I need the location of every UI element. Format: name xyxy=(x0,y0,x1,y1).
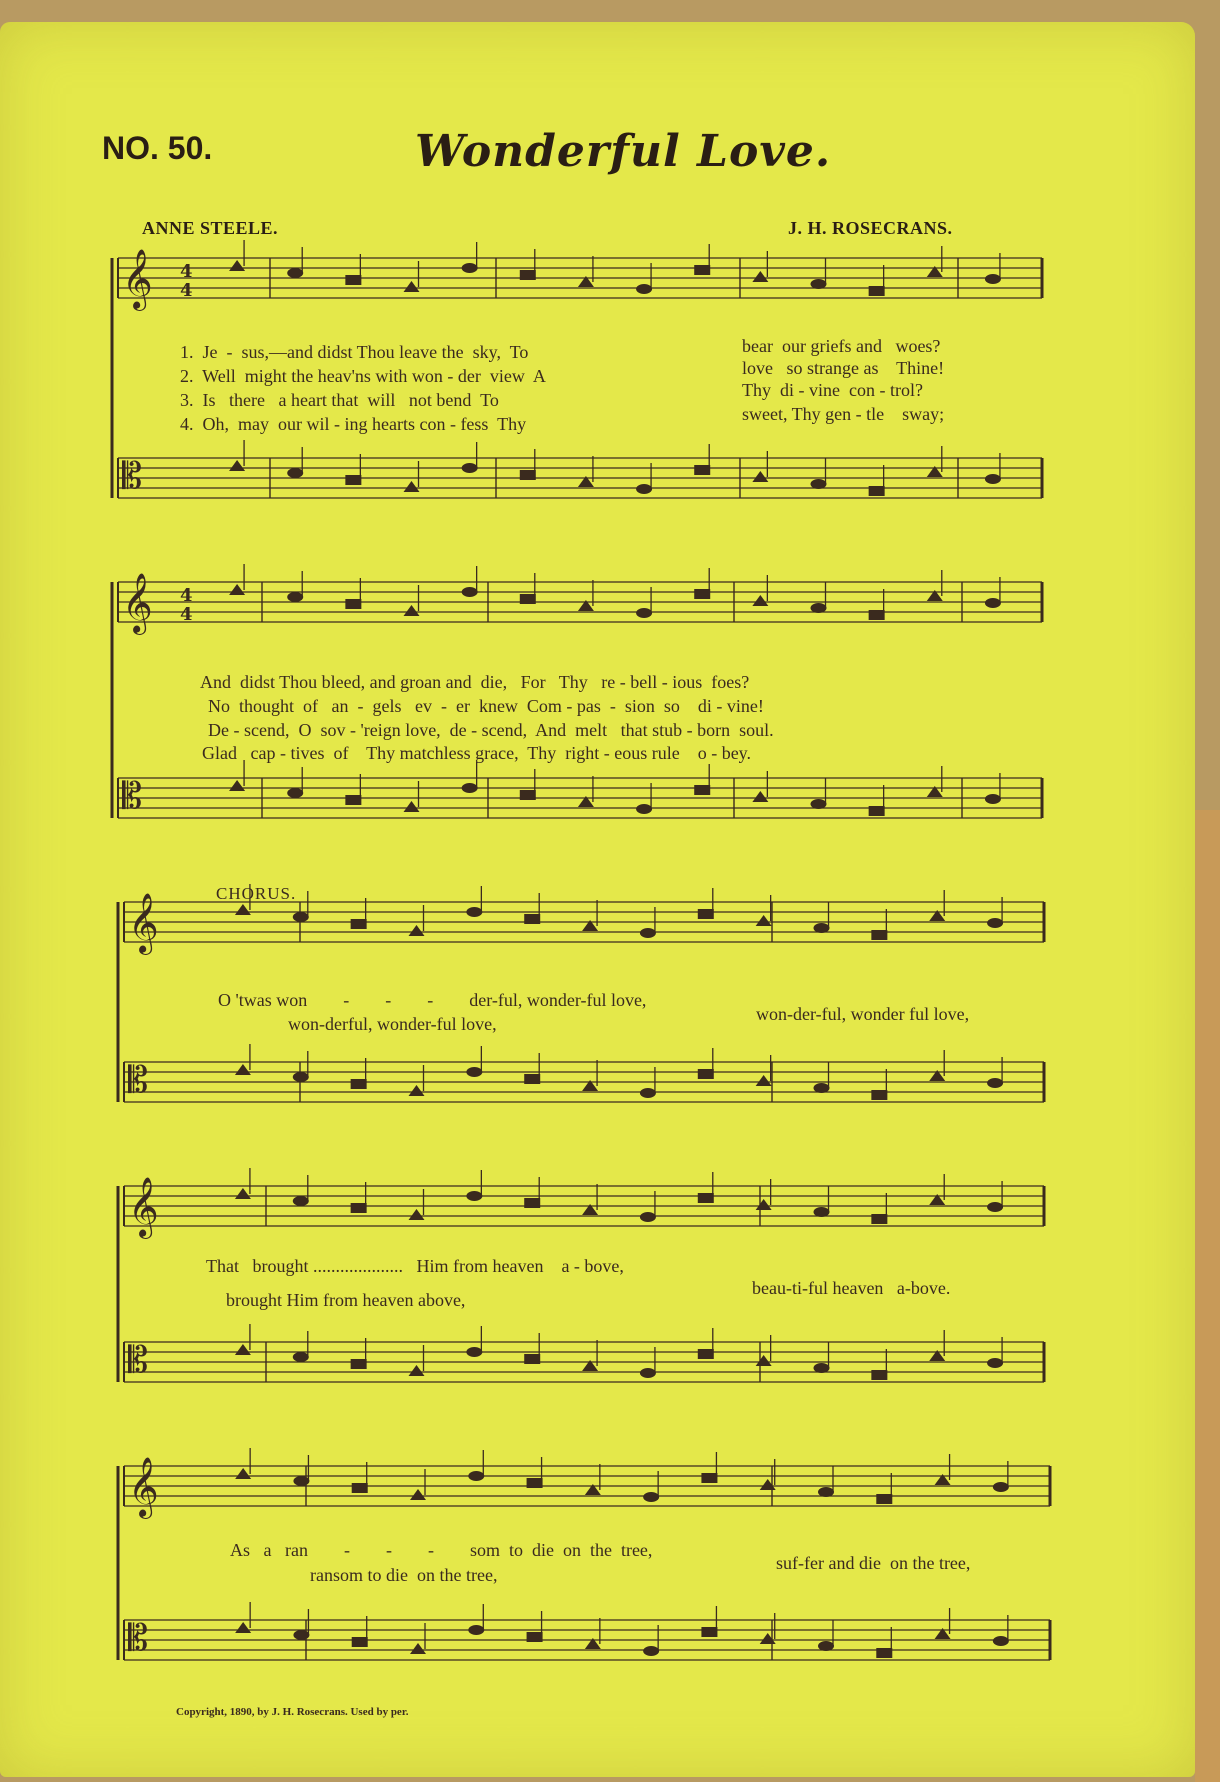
shape-note xyxy=(404,481,420,492)
shape-note xyxy=(345,795,361,805)
shape-note xyxy=(993,1636,1009,1646)
verse-2-end: love so strange as Thine! xyxy=(742,358,945,378)
shape-note xyxy=(752,595,768,606)
composer: J. H. ROSECRANS. xyxy=(788,218,953,238)
shape-note xyxy=(404,605,420,616)
shape-note xyxy=(869,286,885,296)
shape-note xyxy=(229,780,245,791)
shape-note xyxy=(410,1643,426,1654)
shape-note xyxy=(636,804,652,814)
lyricist: ANNE STEELE. xyxy=(142,218,279,238)
shape-note xyxy=(876,1494,892,1504)
chorus-line-2-alto: brought Him from heaven above, xyxy=(226,1290,466,1310)
bass-clef-icon: 𝄡 xyxy=(122,456,143,497)
shape-note xyxy=(466,1067,482,1077)
shape-note xyxy=(871,1214,887,1224)
shape-note xyxy=(345,275,361,285)
shape-note xyxy=(287,468,303,478)
shape-note xyxy=(752,471,768,482)
treble-clef-icon: 𝄞 xyxy=(122,249,153,309)
shape-note xyxy=(640,1088,656,1098)
shape-note xyxy=(811,799,827,809)
verse-4-line-2: Glad cap - tives of Thy matchless grace, Thy right - eous rule o - bey. xyxy=(202,743,752,763)
shape-note xyxy=(287,788,303,798)
treble-clef-icon: 𝄞 xyxy=(122,573,153,633)
shape-note xyxy=(814,923,830,933)
verse-4-line: 4. Oh, may our wil - ing hearts con - fess Thy xyxy=(180,414,527,434)
shape-note xyxy=(462,587,478,597)
shape-note xyxy=(814,1207,830,1217)
shape-note xyxy=(409,1085,425,1096)
shape-note xyxy=(229,260,245,271)
chorus-line-3-alto: ransom to die on the tree, xyxy=(310,1565,498,1585)
shape-note xyxy=(701,1473,717,1483)
shape-note xyxy=(636,608,652,618)
shape-note xyxy=(985,598,1001,608)
time-signature-top: 4 xyxy=(180,261,193,282)
shape-note xyxy=(409,1209,425,1220)
shape-note xyxy=(235,1188,251,1199)
chorus-label: CHORUS. xyxy=(216,884,297,903)
shape-note xyxy=(760,1633,776,1644)
shape-note xyxy=(752,271,768,282)
shape-note xyxy=(987,1202,1003,1212)
shape-note xyxy=(869,486,885,496)
shape-note xyxy=(818,1641,834,1651)
shape-note xyxy=(694,785,710,795)
chorus-line-1-echo: won-der-ful, wonder ful love, xyxy=(756,1004,970,1024)
verse-2-line: 2. Well might the heav'ns with won - der view A xyxy=(180,366,546,386)
shape-note xyxy=(698,909,714,919)
verse-3-line-2: De - scend, O sov - 'reign love, de - scend, And melt that stub - born soul. xyxy=(208,720,774,740)
bass-clef-icon: 𝄡 xyxy=(128,1340,149,1381)
shape-note xyxy=(229,584,245,595)
shape-note xyxy=(466,1191,482,1201)
shape-note xyxy=(818,1487,834,1497)
shape-note xyxy=(468,1625,484,1635)
shape-note xyxy=(698,1193,714,1203)
chorus-line-2-echo: beau-ti-ful heaven a-bove. xyxy=(752,1278,951,1298)
shape-note xyxy=(287,268,303,278)
shape-note xyxy=(814,1363,830,1373)
shape-note xyxy=(640,1368,656,1378)
verse-1-end: bear our griefs and woes? xyxy=(742,336,941,356)
verse-1-line: 1. Je - sus,—and didst Thou leave the sky, To xyxy=(180,342,529,362)
shape-note xyxy=(987,1358,1003,1368)
verse-3-end: Thy di - vine con - trol? xyxy=(742,380,923,400)
shape-note xyxy=(527,1478,543,1488)
shape-note xyxy=(987,918,1003,928)
chorus-line-2: That brought .................... Him from heaven a - bove, xyxy=(206,1256,624,1276)
time-signature-top: 4 xyxy=(180,585,193,606)
verse-1-line-2: And didst Thou bleed, and groan and die, For Thy re - bell - ious foes? xyxy=(200,672,750,692)
shape-note xyxy=(462,783,478,793)
shape-note xyxy=(466,907,482,917)
shape-note xyxy=(869,806,885,816)
hymn-number: NO. 50. xyxy=(102,130,213,166)
shape-note xyxy=(293,1476,309,1486)
shape-note xyxy=(404,281,420,292)
shape-note xyxy=(527,1632,543,1642)
shape-note xyxy=(698,1069,714,1079)
shape-note xyxy=(235,904,251,915)
shape-note xyxy=(524,914,540,924)
shape-note xyxy=(985,474,1001,484)
shape-note xyxy=(293,1196,309,1206)
shape-note xyxy=(410,1489,426,1500)
shape-note xyxy=(520,470,536,480)
shape-note xyxy=(636,284,652,294)
hymn-title: Wonderful Love. xyxy=(415,126,832,177)
shape-note xyxy=(409,1365,425,1376)
shape-note xyxy=(814,1083,830,1093)
time-signature-bottom: 4 xyxy=(180,280,193,301)
shape-note xyxy=(811,479,827,489)
shape-note xyxy=(987,1078,1003,1088)
shape-note xyxy=(752,791,768,802)
shape-note xyxy=(993,1482,1009,1492)
shape-note xyxy=(985,274,1001,284)
shape-note xyxy=(756,1075,772,1086)
shape-note xyxy=(640,928,656,938)
shape-note xyxy=(287,592,303,602)
shape-note xyxy=(985,794,1001,804)
shape-note xyxy=(756,1355,772,1366)
shape-note xyxy=(351,1079,367,1089)
shape-note xyxy=(871,1090,887,1100)
shape-note xyxy=(352,1483,368,1493)
shape-note xyxy=(404,801,420,812)
shape-note xyxy=(694,589,710,599)
shape-note xyxy=(811,603,827,613)
shape-note xyxy=(524,1198,540,1208)
shape-note xyxy=(756,915,772,926)
shape-note xyxy=(229,460,245,471)
shape-note xyxy=(462,263,478,273)
shape-note xyxy=(643,1646,659,1656)
shape-note xyxy=(871,1370,887,1380)
shape-note xyxy=(235,1064,251,1075)
bass-clef-icon: 𝄡 xyxy=(128,1618,149,1659)
verse-3-line: 3. Is there a heart that will not bend To xyxy=(180,390,499,410)
shape-note xyxy=(520,790,536,800)
shape-note xyxy=(811,279,827,289)
shape-note xyxy=(351,1203,367,1213)
shape-note xyxy=(235,1344,251,1355)
copyright-notice: Copyright, 1890, by J. H. Rosecrans. Used by per. xyxy=(176,1706,409,1718)
shape-note xyxy=(698,1349,714,1359)
shape-note xyxy=(351,919,367,929)
shape-note xyxy=(345,599,361,609)
verse-2-line-2: No thought of an - gels ev - er knew Com - pas - sion so di - vine! xyxy=(208,696,764,716)
bass-clef-icon: 𝄡 xyxy=(122,776,143,817)
chorus-line-3-echo: suf-fer and die on the tree, xyxy=(776,1553,971,1573)
shape-note xyxy=(352,1637,368,1647)
shape-note xyxy=(876,1648,892,1658)
shape-note xyxy=(293,1630,309,1640)
chorus-line-1-alto: won-derful, wonder-ful love, xyxy=(288,1014,497,1034)
shape-note xyxy=(235,1468,251,1479)
shape-note xyxy=(466,1347,482,1357)
chorus-line-3: As a ran - - - som to die on the tree, xyxy=(230,1540,653,1560)
verse-4-end: sweet, Thy gen - tle sway; xyxy=(742,404,945,424)
shape-note xyxy=(293,912,309,922)
bass-clef-icon: 𝄡 xyxy=(128,1060,149,1101)
shape-note xyxy=(636,484,652,494)
shape-note xyxy=(524,1354,540,1364)
shape-note xyxy=(520,270,536,280)
treble-clef-icon: 𝄞 xyxy=(128,1457,159,1517)
shape-note xyxy=(520,594,536,604)
shape-note xyxy=(351,1359,367,1369)
shape-note xyxy=(760,1479,776,1490)
shape-note xyxy=(524,1074,540,1084)
shape-note xyxy=(409,925,425,936)
treble-clef-icon: 𝄞 xyxy=(128,1177,159,1237)
shape-note xyxy=(701,1627,717,1637)
shape-note xyxy=(235,1622,251,1633)
shape-note xyxy=(462,463,478,473)
shape-note xyxy=(643,1492,659,1502)
shape-note xyxy=(694,265,710,275)
chorus-line-1: O 'twas won - - - der-ful, wonder-ful love, xyxy=(218,990,647,1010)
shape-note xyxy=(756,1199,772,1210)
treble-clef-icon: 𝄞 xyxy=(128,893,159,953)
shape-note xyxy=(869,610,885,620)
shape-note xyxy=(871,930,887,940)
shape-note xyxy=(293,1072,309,1082)
shape-note xyxy=(694,465,710,475)
shape-note xyxy=(640,1212,656,1222)
shape-note xyxy=(293,1352,309,1362)
shape-note xyxy=(345,475,361,485)
shape-note xyxy=(468,1471,484,1481)
time-signature-bottom: 4 xyxy=(180,604,193,625)
